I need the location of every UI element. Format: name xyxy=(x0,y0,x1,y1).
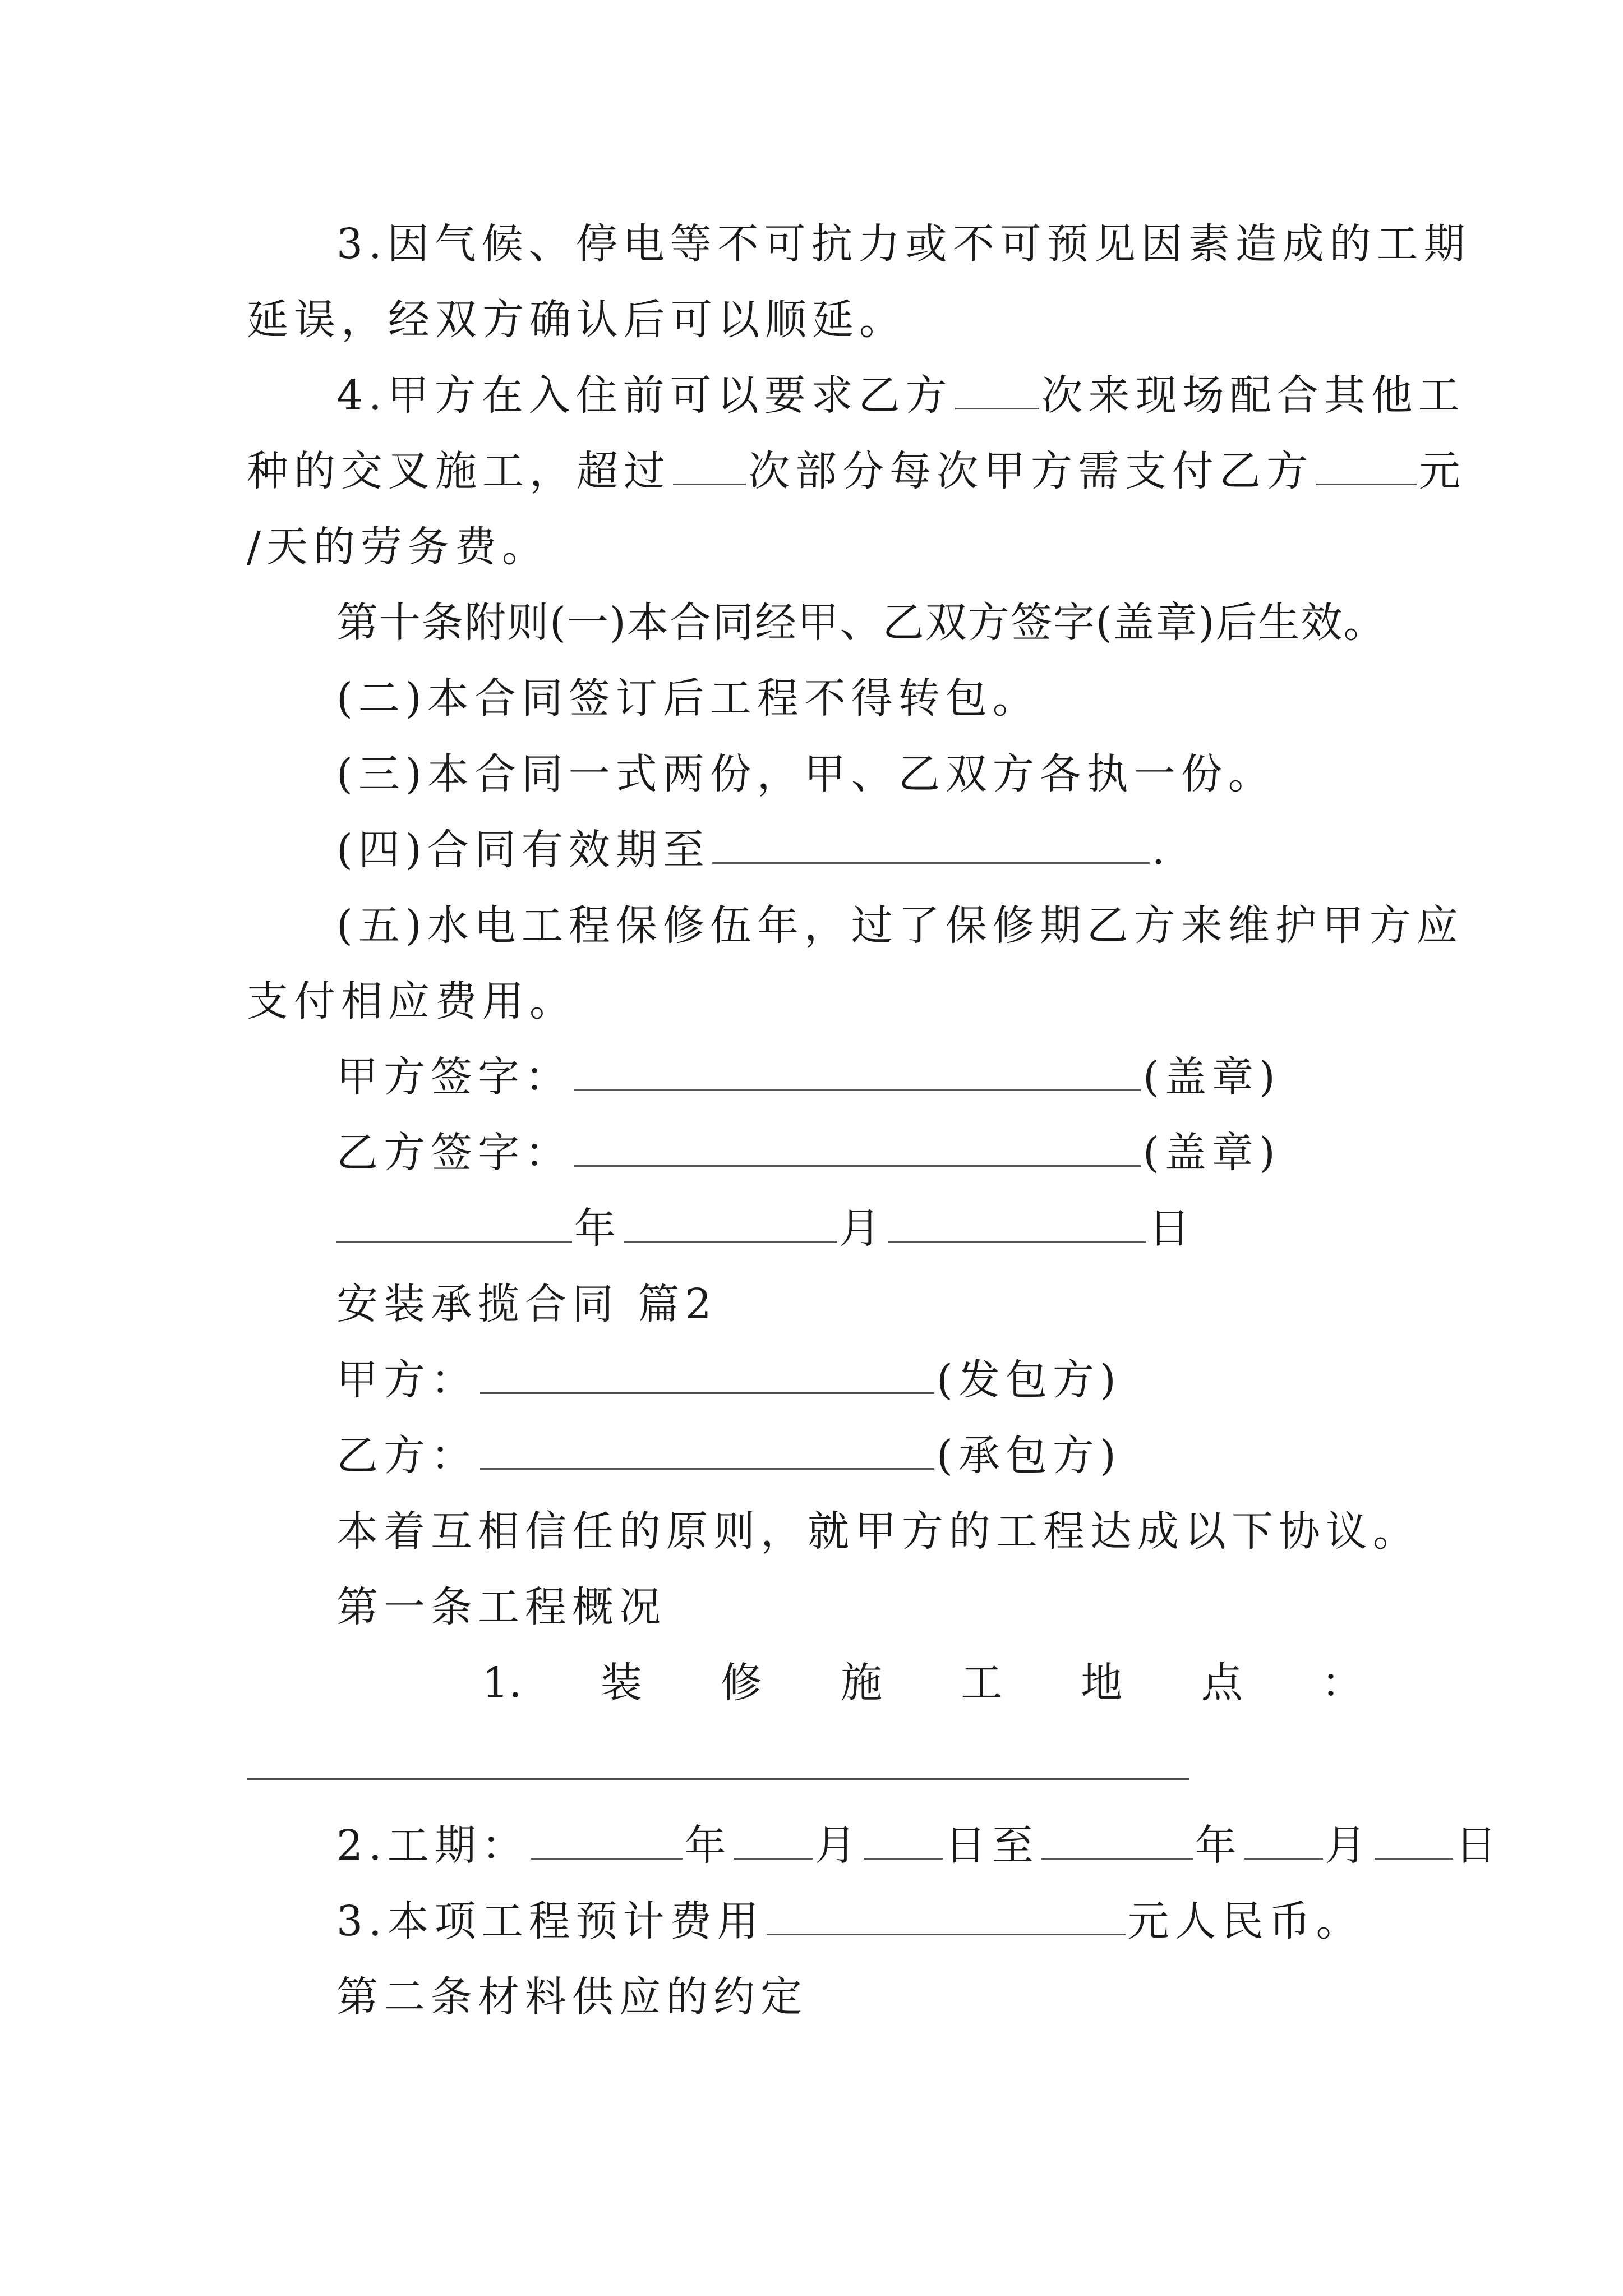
text: (四)合同有效期至 xyxy=(336,826,710,874)
month-field[interactable] xyxy=(624,1207,837,1243)
text: 1. xyxy=(482,1659,522,1707)
text: 地 xyxy=(1081,1659,1123,1707)
text: 甲方签字： xyxy=(336,1053,572,1101)
text: 乙方： xyxy=(336,1432,478,1480)
text: 4.甲方在入住前可以要求乙方 xyxy=(336,371,953,420)
text: (盖章) xyxy=(1143,1129,1281,1177)
text: (三)本合同一式两份，甲、乙双方各执一份。 xyxy=(336,750,1275,798)
start-day-field[interactable] xyxy=(864,1824,943,1860)
date-line xyxy=(336,1192,1391,1265)
year-field[interactable] xyxy=(336,1207,572,1243)
paragraph-line xyxy=(336,738,1391,811)
blank-field[interactable] xyxy=(712,829,1150,864)
text: . xyxy=(1151,826,1171,874)
article-title xyxy=(336,1961,1391,2033)
text: 第二条材料供应的约定 xyxy=(336,1973,808,2021)
text: 装 xyxy=(600,1659,642,1707)
party-a-field[interactable] xyxy=(480,1359,934,1394)
text: 安装承揽合同 篇2 xyxy=(336,1280,717,1328)
cost-field[interactable] xyxy=(767,1900,1126,1935)
text: 第一条工程概况 xyxy=(336,1583,666,1631)
paragraph-line xyxy=(336,1885,1391,1958)
paragraph-line xyxy=(336,1495,1420,1568)
text: 3.因气候、停电等不可抗力或不可预见因素造成的工期 xyxy=(336,220,1471,268)
paragraph-line xyxy=(247,510,1391,583)
end-day-field[interactable] xyxy=(1375,1824,1453,1860)
text: 元 xyxy=(1419,447,1466,495)
signature-line xyxy=(336,1116,1391,1189)
text: (盖章) xyxy=(1143,1053,1281,1101)
text: 元人民币。 xyxy=(1127,1897,1363,1945)
text: 本着互相信任的原则，就甲方的工程达成以下协议。 xyxy=(336,1507,1420,1556)
end-month-field[interactable] xyxy=(1244,1824,1323,1860)
paragraph-line xyxy=(336,813,1391,886)
start-month-field[interactable] xyxy=(734,1824,813,1860)
text: (二)本合同签订后工程不得转包。 xyxy=(336,674,1040,723)
paragraph-line xyxy=(247,965,1391,1038)
blank-field[interactable] xyxy=(955,374,1039,409)
blank-field[interactable] xyxy=(1316,450,1417,485)
address-field[interactable] xyxy=(247,1778,1189,1780)
text: 日 xyxy=(1455,1821,1502,1870)
party-b-field[interactable] xyxy=(480,1434,934,1470)
text: 延误，经双方确认后可以顺延。 xyxy=(247,296,906,344)
end-year-field[interactable] xyxy=(1041,1824,1193,1860)
text: 点 xyxy=(1201,1659,1243,1707)
section-title xyxy=(336,1268,1391,1341)
text: 日 xyxy=(1149,1204,1196,1253)
text: 月 xyxy=(814,1821,862,1870)
text: 年 xyxy=(574,1204,621,1253)
text: 支付相应费用。 xyxy=(247,977,577,1025)
signature-field[interactable] xyxy=(574,1056,1141,1091)
text: 日至 xyxy=(944,1821,1039,1870)
party-line xyxy=(336,1419,1391,1492)
text: 次来现场配合其他工 xyxy=(1041,371,1465,420)
text: 第十条附则(一)本合同经甲、乙双方签字(盖章)后生效。 xyxy=(336,599,1386,647)
paragraph-line xyxy=(336,662,1391,735)
text: 年 xyxy=(1195,1821,1242,1870)
start-year-field[interactable] xyxy=(531,1824,683,1860)
paragraph-line xyxy=(336,208,1471,280)
text: 施 xyxy=(841,1659,883,1707)
paragraph-line xyxy=(247,283,1391,356)
text: 次部分每次甲方需支付乙方 xyxy=(748,447,1313,495)
text: 2.工期： xyxy=(336,1821,529,1870)
signature-line xyxy=(336,1041,1391,1114)
text: 工 xyxy=(961,1659,1003,1707)
signature-field[interactable] xyxy=(574,1131,1141,1167)
text: 月 xyxy=(839,1204,886,1253)
text: ： xyxy=(1321,1659,1363,1707)
text: 乙方签字： xyxy=(336,1129,572,1177)
text: (承包方) xyxy=(937,1432,1122,1480)
paragraph-line xyxy=(336,586,1391,659)
paragraph-line xyxy=(336,889,1464,962)
text: 3.本项工程预计费用 xyxy=(336,1897,764,1945)
paragraph-line xyxy=(336,359,1465,432)
paragraph-line xyxy=(247,435,1466,508)
text: 月 xyxy=(1325,1821,1372,1870)
party-line xyxy=(336,1343,1391,1416)
day-field[interactable] xyxy=(888,1207,1146,1243)
article-title xyxy=(336,1571,1391,1644)
justified-line xyxy=(482,1646,1363,1719)
text: 年 xyxy=(684,1821,732,1870)
text: (五)水电工程保修伍年，过了保修期乙方来维护甲方应 xyxy=(336,901,1464,950)
date-range-line xyxy=(336,1809,1502,1882)
text: /天的劳务费。 xyxy=(247,523,549,571)
text: 种的交叉施工，超过 xyxy=(247,447,671,495)
text: 修 xyxy=(720,1659,762,1707)
text: 甲方： xyxy=(336,1356,478,1404)
blank-field[interactable] xyxy=(673,450,746,485)
text: (发包方) xyxy=(937,1356,1122,1404)
